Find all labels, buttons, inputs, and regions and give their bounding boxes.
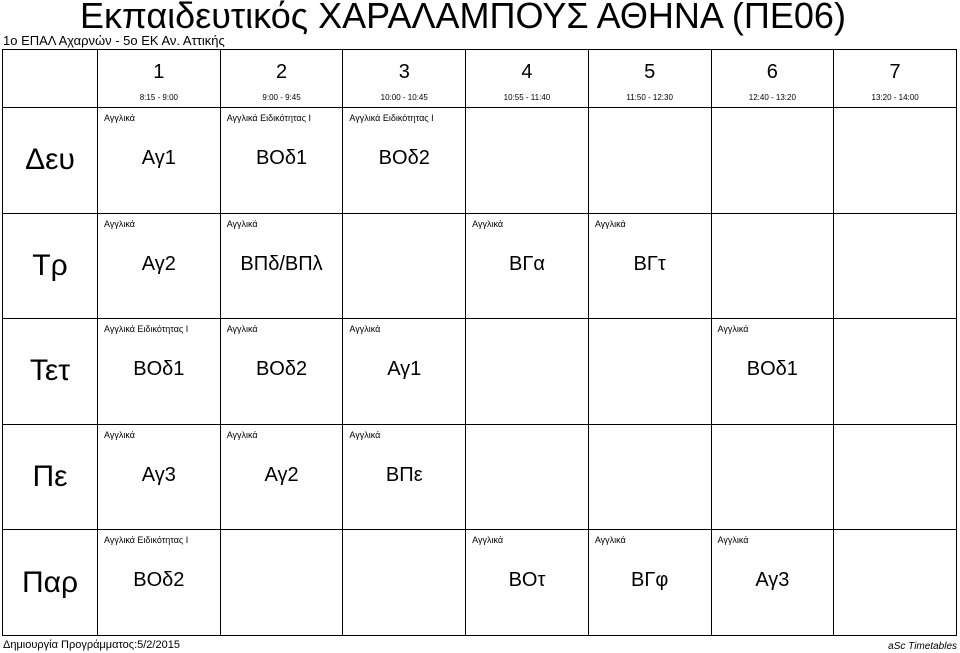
lesson-subject: Αγγλικά (594, 535, 626, 546)
lesson-cell (220, 424, 343, 530)
lesson-cell (220, 108, 343, 214)
period-number: 6 (766, 61, 778, 83)
lesson-subject: Αγγλικά (104, 429, 135, 440)
lesson-cell (588, 530, 711, 636)
lesson-subject: Αγγλικά (226, 218, 258, 229)
period-number: 1 (153, 61, 165, 83)
lesson-cell (711, 530, 834, 636)
corner-cell (3, 50, 98, 108)
period-number: 4 (521, 61, 533, 83)
lesson-cell (220, 319, 343, 425)
lesson-cell (466, 319, 589, 425)
lesson-cell (588, 424, 711, 530)
lesson-class: ΒΓφ (631, 569, 669, 592)
lesson-cell (834, 424, 957, 530)
lesson-cell (98, 319, 221, 425)
lesson-subject: Αγγλικά (594, 218, 626, 229)
lesson-subject: Αγγλικά (349, 429, 381, 440)
lesson-class: Αγ1 (141, 147, 176, 169)
lesson-subject: Αγγλικά (226, 429, 258, 440)
lesson-subject: Αγγλικά (104, 218, 135, 229)
lesson-cell (98, 213, 221, 319)
timetable-grid (2, 49, 957, 636)
period-header (834, 50, 957, 108)
lesson-class: ΒΠδ/ΒΠλ (240, 252, 323, 275)
lesson-class: Αγ3 (755, 569, 790, 592)
day-label: Τετ (3, 319, 98, 425)
lesson-class: ΒΟδ1 (746, 358, 798, 381)
lesson-class: ΒΟτ (508, 569, 546, 592)
period-time: 13:20 - 14:00 (871, 93, 919, 102)
period-header (711, 50, 834, 108)
creation-date: Δημιουργία Προγράμματος:5/2/2015 (3, 639, 180, 651)
period-time: 9:00 - 9:45 (262, 93, 301, 102)
day-label: Τρ (3, 213, 98, 319)
day-label: Δευ (3, 108, 98, 214)
lesson-cell (220, 213, 343, 319)
day-row (3, 108, 957, 214)
lesson-subject: Αγγλικά (226, 324, 258, 335)
lesson-cell (588, 108, 711, 214)
period-number: 7 (889, 61, 901, 83)
lesson-class: Αγ1 (387, 358, 422, 381)
day-row (3, 319, 957, 425)
lesson-cell (711, 424, 834, 530)
lesson-cell (466, 108, 589, 214)
lesson-subject: Αγγλικά (717, 324, 749, 335)
lesson-cell (588, 213, 711, 319)
lesson-subject: Αγγλικά Ειδικότητας Ι (226, 113, 311, 123)
lesson-cell (466, 530, 589, 636)
lesson-class: ΒΟδ2 (378, 147, 430, 169)
lesson-cell (588, 319, 711, 425)
period-header (98, 50, 221, 108)
lesson-subject: Αγγλικά (349, 324, 381, 335)
generator-brand: aSc Timetables (888, 641, 957, 652)
page-title: Εκπαιδευτικός ΧΑΡΑΛΑΜΠΟΥΣ ΑΘΗΝΑ (ΠΕ06) (80, 0, 846, 36)
day-row (3, 424, 957, 530)
lesson-cell (98, 530, 221, 636)
lesson-class: ΒΟδ1 (133, 358, 185, 381)
lesson-cell (834, 319, 957, 425)
lesson-class: Αγ3 (141, 463, 176, 486)
lesson-cell (834, 213, 957, 319)
lesson-class: Αγ2 (264, 463, 299, 486)
day-row (3, 213, 957, 319)
lesson-class: ΒΠε (385, 463, 423, 486)
lesson-cell (466, 424, 589, 530)
lesson-class: Αγ2 (141, 252, 176, 275)
lesson-cell (466, 213, 589, 319)
period-header (220, 50, 343, 108)
period-time: 8:15 - 9:00 (139, 93, 178, 102)
period-number: 2 (275, 61, 288, 83)
lesson-subject: Αγγλικά Ειδικότητας Ι (104, 535, 189, 546)
lesson-subject: Αγγλικά Ειδικότητας Ι (349, 113, 434, 123)
lesson-class: ΒΟδ2 (133, 569, 185, 592)
period-time: 11:50 - 12:30 (626, 93, 673, 102)
lesson-cell (834, 108, 957, 214)
lesson-cell (711, 108, 834, 214)
lesson-subject: Αγγλικά (104, 113, 135, 123)
day-row (3, 530, 957, 636)
lesson-cell (343, 213, 466, 319)
school-subtitle: 1ο ΕΠΑΛ Αχαρνών - 5ο ΕΚ Αν. Αττικής (3, 33, 225, 48)
period-header-row (3, 50, 957, 108)
lesson-cell (98, 424, 221, 530)
lesson-subject: Αγγλικά Ειδικότητας Ι (104, 324, 189, 335)
lesson-cell (343, 530, 466, 636)
period-time: 10:00 - 10:45 (380, 93, 428, 102)
lesson-class: ΒΓτ (633, 252, 666, 275)
period-header (466, 50, 589, 108)
lesson-cell (343, 424, 466, 530)
period-header (588, 50, 711, 108)
lesson-cell (343, 108, 466, 214)
lesson-class: ΒΓα (509, 252, 545, 275)
lesson-cell (98, 108, 221, 214)
lesson-subject: Αγγλικά (472, 535, 504, 546)
lesson-cell (343, 319, 466, 425)
lesson-class: ΒΟδ1 (255, 147, 308, 169)
lesson-class: ΒΟδ2 (255, 358, 308, 381)
period-time: 12:40 - 13:20 (748, 93, 796, 102)
day-label: Πε (3, 424, 98, 530)
period-time: 10:55 - 11:40 (503, 93, 551, 102)
lesson-subject: Αγγλικά (472, 218, 504, 229)
lesson-cell (834, 530, 957, 636)
lesson-subject: Αγγλικά (717, 535, 749, 546)
period-number: 3 (398, 61, 410, 83)
day-label: Παρ (3, 530, 98, 636)
period-number: 5 (644, 61, 656, 83)
lesson-cell (220, 530, 343, 636)
period-header (343, 50, 466, 108)
lesson-cell (711, 319, 834, 425)
lesson-cell (711, 213, 834, 319)
